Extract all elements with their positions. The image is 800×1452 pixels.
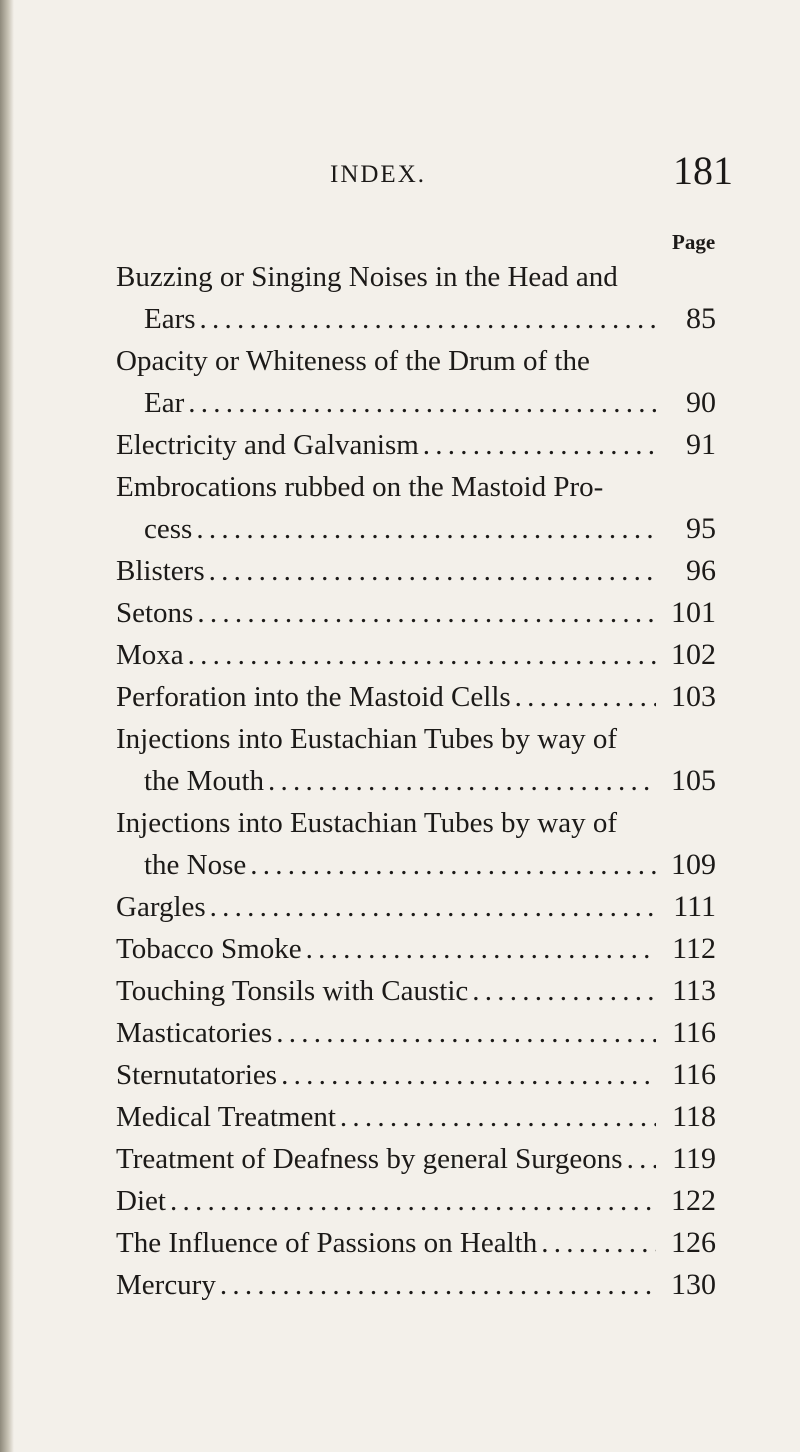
index-entry <box>116 1264 716 1306</box>
entry-text: Sternutatories <box>116 1059 278 1091</box>
entry-page: 103 <box>671 680 716 713</box>
index-entry <box>116 1012 716 1054</box>
dot-leader <box>281 1054 656 1096</box>
index-entry <box>116 1096 716 1138</box>
dot-leader <box>472 970 656 1012</box>
index-entry <box>116 1054 716 1096</box>
entry-page: 113 <box>672 974 716 1007</box>
dot-leader <box>220 1264 656 1306</box>
entry-text: Treatment of Deafness by general Surgeons <box>116 1143 623 1175</box>
entry-page: 130 <box>671 1268 716 1301</box>
entry-page: 85 <box>686 302 716 335</box>
running-head: INDEX. <box>330 161 427 188</box>
entry-text: The Influence of Passions on Health <box>116 1227 538 1259</box>
entry-page: 109 <box>671 848 716 881</box>
dot-leader <box>196 508 656 550</box>
dot-leader <box>200 298 656 340</box>
entry-text-continued: Ear <box>144 387 185 419</box>
entry-page: 116 <box>672 1016 716 1049</box>
index-entry <box>116 466 716 550</box>
entry-text: Electricity and Galvanism <box>116 429 419 461</box>
dot-leader <box>423 424 656 466</box>
entry-text: Buzzing or Singing Noises in the Head and <box>116 261 618 293</box>
index-entry <box>116 1180 716 1222</box>
page-number: 181 <box>673 148 733 193</box>
page-header <box>0 147 800 197</box>
entry-page: 119 <box>672 1142 716 1175</box>
index-entries <box>116 256 716 1306</box>
index-entry <box>116 802 716 886</box>
index-entry <box>116 970 716 1012</box>
entry-text: Moxa <box>116 639 184 671</box>
index-entry <box>116 592 716 634</box>
entry-text: Opacity or Whiteness of the Drum of the <box>116 345 590 377</box>
dot-leader <box>188 634 656 676</box>
page-binding-edge <box>0 0 14 1452</box>
entry-text: Injections into Eustachian Tubes by way of <box>116 723 618 755</box>
entry-page: 118 <box>672 1100 716 1133</box>
index-entry <box>116 634 716 676</box>
dot-leader <box>250 844 656 886</box>
index-entry <box>116 256 716 340</box>
entry-page: 126 <box>671 1226 716 1259</box>
index-entry <box>116 424 716 466</box>
index-entry <box>116 340 716 424</box>
entry-text: Gargles <box>116 891 206 923</box>
index-entry <box>116 1222 716 1264</box>
entry-text: Mercury <box>116 1269 216 1301</box>
entry-text: Perforation into the Mastoid Cells <box>116 681 511 713</box>
entry-text: Injections into Eustachian Tubes by way of <box>116 807 618 839</box>
entry-text: Blisters <box>116 555 205 587</box>
entry-text-continued: the Mouth <box>144 765 265 797</box>
index-entry <box>116 676 716 718</box>
entry-text: Embrocations rubbed on the Mastoid Pro- <box>116 471 604 503</box>
entry-page: 111 <box>673 890 716 923</box>
dot-leader <box>188 382 656 424</box>
index-entry <box>116 550 716 592</box>
dot-leader <box>306 928 656 970</box>
entry-text-continued: cess <box>144 513 193 545</box>
index-entry <box>116 1138 716 1180</box>
entry-page: 95 <box>686 512 716 545</box>
entry-text: Medical Treatment <box>116 1101 336 1133</box>
index-entry <box>116 718 716 802</box>
entry-page: 116 <box>672 1058 716 1091</box>
entry-page: 122 <box>671 1184 716 1217</box>
dot-leader <box>170 1180 656 1222</box>
dot-leader <box>197 592 656 634</box>
entry-page: 102 <box>671 638 716 671</box>
entry-text: Masticatories <box>116 1017 273 1049</box>
page-column-label: Page <box>672 230 716 254</box>
entry-text: Touching Tonsils with Caustic <box>116 975 469 1007</box>
entry-page: 105 <box>671 764 716 797</box>
entry-page: 101 <box>671 596 716 629</box>
entry-text: Tobacco Smoke <box>116 933 302 965</box>
entry-text: Setons <box>116 597 194 629</box>
entry-page: 96 <box>686 554 716 587</box>
dot-leader <box>268 760 656 802</box>
entry-text: Diet <box>116 1185 166 1217</box>
dot-leader <box>627 1138 656 1180</box>
entry-page: 91 <box>686 428 716 461</box>
dot-leader <box>515 676 656 718</box>
dot-leader <box>276 1012 656 1054</box>
entry-text-continued: Ears <box>144 303 196 335</box>
dot-leader <box>210 886 656 928</box>
entry-text-continued: the Nose <box>144 849 247 881</box>
entry-page: 90 <box>686 386 716 419</box>
dot-leader <box>340 1096 656 1138</box>
dot-leader <box>209 550 656 592</box>
entry-page: 112 <box>672 932 716 965</box>
index-entry <box>116 886 716 928</box>
index-entry <box>116 928 716 970</box>
dot-leader <box>541 1222 656 1264</box>
